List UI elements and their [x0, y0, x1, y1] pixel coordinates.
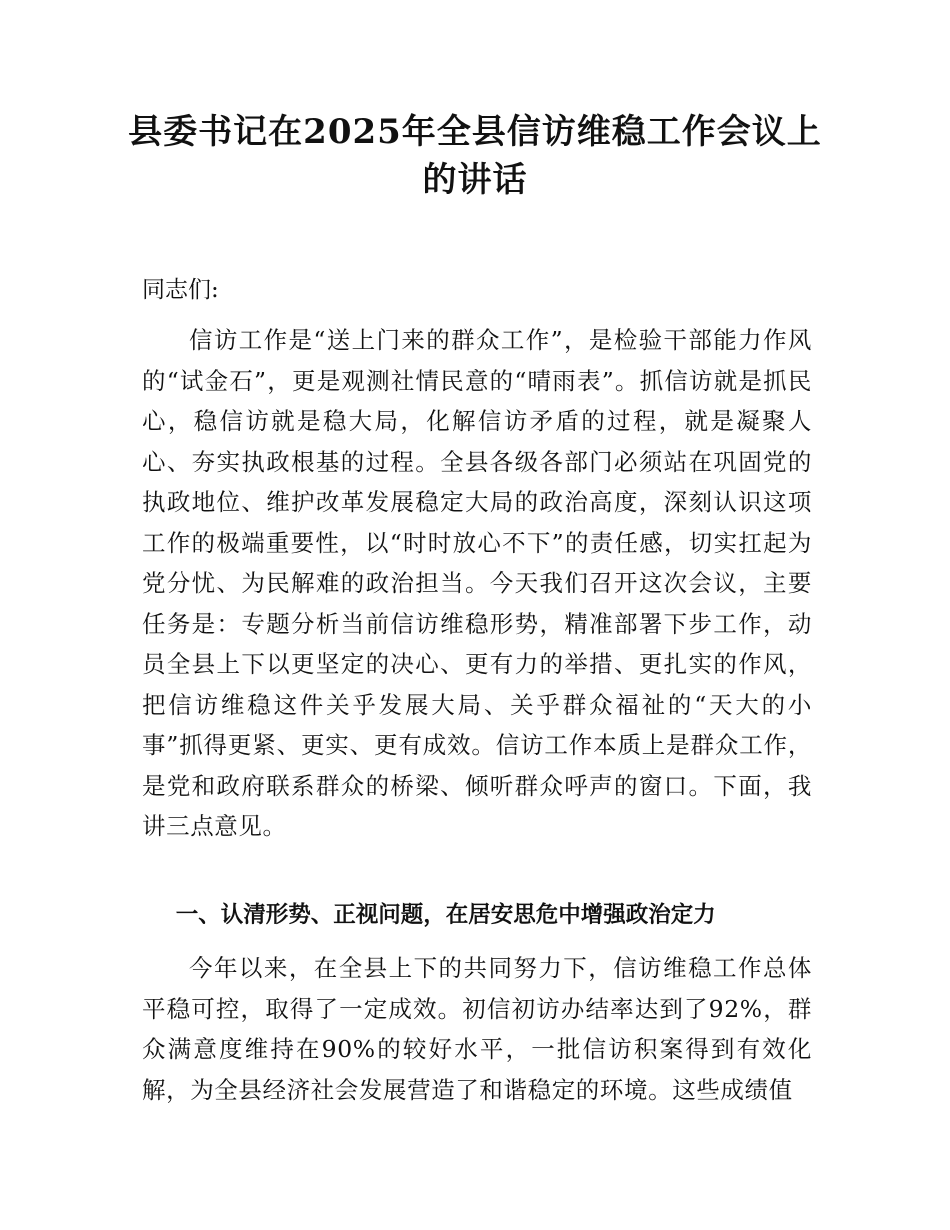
section-heading-1: 一、认清形势、正视问题，在居安思危中增强政治定力 [175, 902, 716, 928]
document-title: 县委书记在2025年全县信访维稳工作会议上的讲话 [128, 112, 822, 200]
body-paragraph-intro: 信访工作是“送上门来的群众工作”，是检验干部能力作风的“试金石”，更是观测社情民意的“晴雨表”。抓信访就是抓民心，稳信访就是稳大局，化解信访矛盾的过程，就是凝聚人心、夯实执政根基的过程。全县各级各部门必须站在巩固党的执政地位、维护改革发展稳定大局的政治高度，深刻认识这项工作的极端重要性，以“时时放心不下”的责任感，切实扛起为党分忧、为民解难的政治担当。今天我们召开这次会议，主要任务是：专题分析当前信访维稳形势，精准部署下步工作，动员全县上下以更坚定的决心、更有力的举措、更扎实的作风，把信访维稳这件关乎发展大局、关乎群众福祉的“天大的小事”抓得更紧、更实、更有成效。信访工作本质上是群众工作，是党和政府联系群众的桥梁、倾听群众呼声的窗口。下面，我讲三点意见。 [142, 326, 812, 840]
salutation: 同志们: [142, 277, 219, 303]
body-paragraph-1: 今年以来，在全县上下的共同努力下，信访维稳工作总体平稳可控，取得了一定成效。初信初访办结率达到了92%，群众满意度维持在90%的较好水平，一批信访积案得到有效化解，为全县经济社会发展营造了和谐稳定的环境。这些成绩值 [142, 954, 812, 1104]
